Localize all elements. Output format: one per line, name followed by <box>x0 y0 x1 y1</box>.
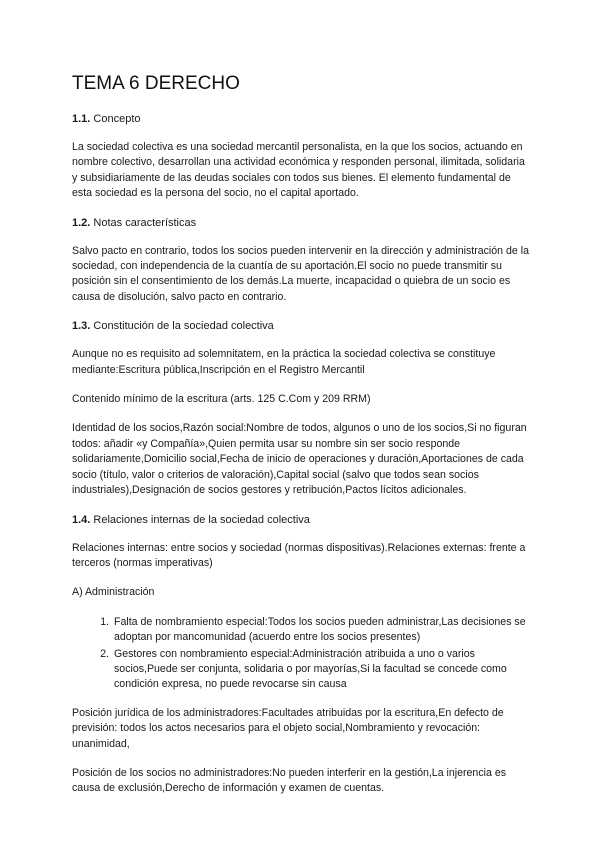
section-title: Notas características <box>93 216 197 229</box>
section-number: 1.2. <box>72 216 91 229</box>
section-number: 1.4. <box>72 513 91 526</box>
paragraph: Contenido mínimo de la escritura (arts. 125 C.Com y 209 RRM) <box>72 393 371 406</box>
paragraph: Posición de los socios no administradores:No pueden interferir en la gestión,La injerencia es causa de exclusión,Derecho de información y examen de cuentas. <box>72 766 507 795</box>
paragraph: Relaciones internas: entre socios y sociedad (normas dispositivas).Relaciones externas: frente a terceros (normas imperativas) <box>72 541 526 569</box>
list-item: 2. Gestores con nombramiento especial:Administración atribuida a uno o varios socios,Puede ser conjunta, solidaria o por mayorías,Si la facultad se concede como condición expresa, no puede revocarse sin causa <box>112 647 532 693</box>
list-item: 1. Falta de nombramiento especial:Todos los socios pueden administrar,Las decisiones se adoptan por mancomunidad (acuerdo entre los socios presentes) <box>112 615 532 646</box>
section-heading-concepto <box>72 112 532 127</box>
subheading-administracion: A) Administración <box>72 586 155 599</box>
section-title: Concepto <box>93 113 141 125</box>
numbered-list <box>72 615 532 693</box>
document-body <box>72 72 532 811</box>
section-heading-constitucion <box>72 319 532 334</box>
paragraph: Posición jurídica de los administradores:Facultades atribuidas por la escritura,En defecto de previsión: todos los actos necesarios para el objeto social,Nombramiento y revocación: unanimidad, <box>72 706 504 750</box>
section-number: 1.1. <box>72 113 91 125</box>
section-heading-relaciones <box>72 513 532 528</box>
paragraph: Salvo pacto en contrario, todos los socios pueden intervenir en la dirección y administración de la sociedad, con independencia de la cuantía de su aportación.El socio no puede transmitir su posición sin el consentimiento de los demás.La muerte, incapacidad o quiebra de un socio es causa de disolución, salvo pacto en contrario. <box>72 244 529 303</box>
paragraph: Identidad de los socios,Razón social:Nombre de todos, algunos o uno de los socios,Si no figuran todos: añadir «y Compañía»,Quien permita usar su nombre sin ser socio responde solidariamente,Domicilio social,Fecha de inicio de operaciones y duración,Aportaciones de cada socio (título, valor o criterios de valoración),Capital social (salvo que todos sean socios industriales),Designación de socios gestores y retribución,Pactos lícitos adicionales. <box>72 422 527 497</box>
section-number: 1.3. <box>72 320 91 333</box>
paragraph: La sociedad colectiva es una sociedad mercantil personalista, en la que los socios, actuando en nombre colectivo, desarrollan una actividad económica y responden personal, ilimitada, solidaria y subsidiariamente de las deudas sociales con todos sus bienes. El elemento fundamental de esta sociedad es la persona del socio, no el capital aportado. <box>72 141 525 200</box>
paragraph: Aunque no es requisito ad solemnitatem, en la práctica la sociedad colectiva se constituye mediante:Escritura pública,Inscripción en el Registro Mercantil <box>72 348 496 376</box>
section-title: Relaciones internas de la sociedad colectiva <box>93 513 310 526</box>
document-title: TEMA 6 DERECHO <box>72 73 240 94</box>
section-title: Constitución de la sociedad colectiva <box>93 320 274 333</box>
section-heading-notas <box>72 216 532 231</box>
